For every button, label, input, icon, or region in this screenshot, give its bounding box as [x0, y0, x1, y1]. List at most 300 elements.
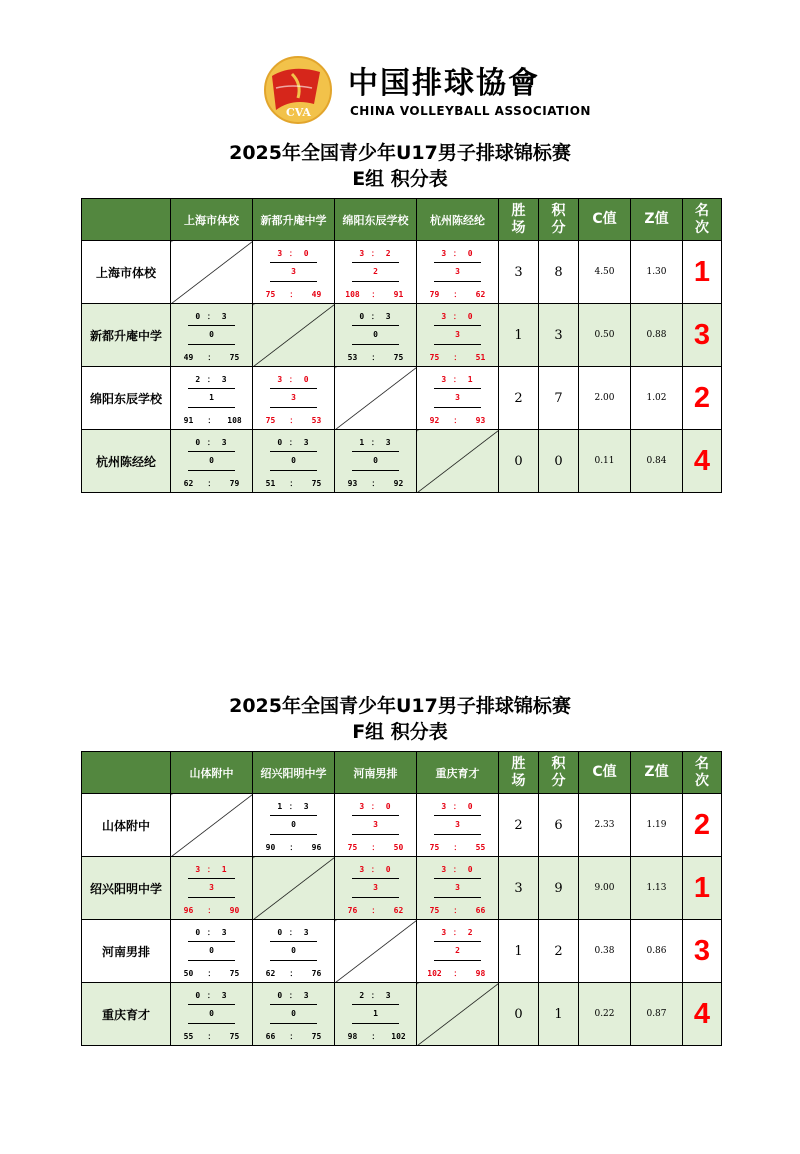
match-result-cell: [253, 983, 335, 1046]
divider: [188, 897, 235, 898]
set-score: 3 ： 0: [441, 249, 474, 258]
total-points-opponent: 93: [475, 416, 486, 425]
total-points-opponent: 92: [393, 479, 404, 488]
set-score: 3 ： 2: [441, 928, 474, 937]
match-score: [335, 857, 416, 919]
team-name: 河南男排: [82, 920, 171, 983]
set-score: 1 ： 3: [277, 802, 310, 811]
total-points: [171, 478, 252, 489]
match-result-cell: [171, 367, 253, 430]
match-points: 0: [209, 456, 214, 465]
standings-row: [82, 920, 722, 983]
set-score: 3 ： 0: [441, 312, 474, 321]
match-score: [253, 367, 334, 429]
match-score: [335, 794, 416, 856]
z-value: 0.84: [631, 430, 683, 493]
total-points: [171, 352, 252, 363]
set-score: 3 ： 1: [195, 865, 228, 874]
match-score: [417, 304, 498, 366]
divider: [352, 325, 399, 326]
divider: [270, 834, 317, 835]
divider: [434, 325, 481, 326]
match-result-cell: [335, 794, 417, 857]
rank-value: 2: [683, 367, 722, 430]
divider: [270, 1004, 317, 1005]
points-header-text: 积分: [551, 755, 566, 789]
divider: [352, 834, 399, 835]
team-column-header: 绍兴阳明中学: [253, 752, 335, 794]
group-f-subtitle: F组 积分表: [352, 721, 448, 743]
total-points: [335, 905, 416, 916]
rank-value: 2: [683, 794, 722, 857]
team-name: 新都升庵中学: [82, 304, 171, 367]
divider: [434, 960, 481, 961]
standings-row: [82, 304, 722, 367]
c-value: 0.50: [579, 304, 631, 367]
match-result-cell: [171, 857, 253, 920]
total-separator: ：: [289, 416, 298, 425]
match-score: [171, 983, 252, 1045]
rank-value: 4: [683, 430, 722, 493]
match-result-cell: [253, 241, 335, 304]
set-score: 0 ： 3: [359, 312, 392, 321]
set-score: 0 ： 3: [277, 438, 310, 447]
divider: [434, 407, 481, 408]
total-points: [335, 1031, 416, 1042]
total-separator: ：: [207, 353, 216, 362]
divider: [270, 470, 317, 471]
standings-row: [82, 430, 722, 493]
divider: [352, 281, 399, 282]
total-points: [253, 968, 334, 979]
set-score: 0 ： 3: [277, 991, 310, 1000]
total-points: [335, 842, 416, 853]
c-value: 9.00: [579, 857, 631, 920]
divider: [434, 834, 481, 835]
team-name: 重庆育才: [82, 983, 171, 1046]
total-points-team: 108: [345, 290, 360, 299]
divider: [188, 388, 235, 389]
match-points: 0: [291, 820, 296, 829]
total-points-opponent: 90: [229, 906, 240, 915]
points-value: 6: [539, 794, 579, 857]
set-score: 0 ： 3: [195, 991, 228, 1000]
c-value: 2.33: [579, 794, 631, 857]
wins-header: [499, 199, 539, 241]
total-points-opponent: 51: [475, 353, 486, 362]
cva-logo: [262, 54, 591, 124]
divider: [352, 451, 399, 452]
z-value: 0.88: [631, 304, 683, 367]
match-points: 0: [209, 1009, 214, 1018]
match-result-cell: [335, 430, 417, 493]
total-points-team: 51: [265, 479, 276, 488]
match-points: 3: [373, 883, 378, 892]
rank-value: 4: [683, 983, 722, 1046]
match-result-cell: [171, 983, 253, 1046]
match-score: [335, 304, 416, 366]
wins-header-text: 胜场: [511, 202, 526, 236]
total-points-team: 93: [347, 479, 358, 488]
total-points-opponent: 75: [393, 353, 404, 362]
total-points: [171, 1031, 252, 1042]
match-points: 0: [373, 330, 378, 339]
match-points: 3: [455, 393, 460, 402]
divider: [270, 281, 317, 282]
total-points: [253, 289, 334, 300]
total-points-team: 66: [265, 1032, 276, 1041]
total-points-team: 75: [429, 843, 440, 852]
corner-cell: [82, 199, 171, 241]
match-points: 1: [373, 1009, 378, 1018]
self-match-diagonal: [335, 367, 417, 430]
c-value: 0.38: [579, 920, 631, 983]
team-name: 上海市体校: [82, 241, 171, 304]
set-score: 3 ： 0: [359, 865, 392, 874]
total-points: [335, 289, 416, 300]
z-value: 0.86: [631, 920, 683, 983]
total-points-team: 102: [427, 969, 442, 978]
set-score: 0 ： 3: [195, 438, 228, 447]
total-separator: ：: [207, 479, 216, 488]
total-points: [417, 352, 498, 363]
match-points: 0: [291, 946, 296, 955]
match-result-cell: [417, 920, 499, 983]
set-score: 3 ： 0: [277, 249, 310, 258]
match-score: [171, 367, 252, 429]
total-points: [417, 968, 498, 979]
set-score: 3 ： 2: [359, 249, 392, 258]
divider: [188, 344, 235, 345]
match-result-cell: [253, 367, 335, 430]
total-separator: ：: [207, 416, 216, 425]
total-points-opponent: 50: [393, 843, 404, 852]
points-header: [539, 199, 579, 241]
header-row: [82, 199, 722, 241]
standings-row: [82, 794, 722, 857]
match-result-cell: [417, 367, 499, 430]
total-points-team: 90: [265, 843, 276, 852]
divider: [188, 451, 235, 452]
match-points: 3: [291, 393, 296, 402]
total-points-opponent: 66: [475, 906, 486, 915]
total-points-opponent: 96: [311, 843, 322, 852]
points-value: 3: [539, 304, 579, 367]
rank-header-text: 名次: [695, 755, 709, 789]
total-points-opponent: 75: [229, 353, 240, 362]
total-separator: ：: [207, 906, 216, 915]
group-e-subtitle: E组 积分表: [352, 168, 448, 190]
match-score: [171, 920, 252, 982]
divider: [188, 325, 235, 326]
c-value-header: [579, 199, 631, 241]
total-points: [417, 842, 498, 853]
match-points: 3: [291, 267, 296, 276]
match-score: [253, 920, 334, 982]
z-value-header-text: Z值: [644, 211, 669, 227]
total-points: [253, 478, 334, 489]
match-result-cell: [417, 241, 499, 304]
self-match-diagonal: [253, 857, 335, 920]
z-value-header-text: Z值: [644, 764, 669, 780]
total-points: [335, 478, 416, 489]
total-separator: ：: [289, 290, 298, 299]
total-points-opponent: 102: [391, 1032, 406, 1041]
wins-value: 3: [499, 241, 539, 304]
match-score: [171, 304, 252, 366]
divider: [352, 344, 399, 345]
total-separator: ：: [453, 843, 462, 852]
group-e-standings-table: [81, 198, 722, 493]
set-score: 1 ： 3: [359, 438, 392, 447]
total-points: [171, 968, 252, 979]
match-score: [335, 241, 416, 303]
total-separator: ：: [207, 969, 216, 978]
total-separator: ：: [289, 479, 298, 488]
divider: [434, 281, 481, 282]
total-points-team: 49: [183, 353, 194, 362]
match-score: [417, 367, 498, 429]
team-column-header: 绵阳东辰学校: [335, 199, 417, 241]
logo-en-text: CHINA VOLLEYBALL ASSOCIATION: [350, 104, 591, 118]
c-value-header-text: C值: [592, 764, 617, 780]
total-points: [417, 289, 498, 300]
match-points: 2: [455, 946, 460, 955]
wins-header-text: 胜场: [511, 755, 526, 789]
self-match-diagonal: [417, 430, 499, 493]
total-points-team: 98: [347, 1032, 358, 1041]
total-points-team: 75: [265, 290, 276, 299]
match-result-cell: [335, 241, 417, 304]
match-points: 0: [209, 330, 214, 339]
rank-value: 3: [683, 304, 722, 367]
total-separator: ：: [371, 906, 380, 915]
divider: [270, 451, 317, 452]
rank-header: [683, 752, 722, 794]
rank-header-text: 名次: [695, 202, 709, 236]
c-value: 0.22: [579, 983, 631, 1046]
group-f-title: 2025年全国青少年U17男子排球锦标赛: [229, 695, 571, 717]
total-points: [253, 1031, 334, 1042]
total-points-opponent: 62: [393, 906, 404, 915]
points-value: 8: [539, 241, 579, 304]
set-score: 0 ： 3: [195, 312, 228, 321]
self-match-diagonal: [335, 920, 417, 983]
divider: [270, 960, 317, 961]
self-match-diagonal: [171, 794, 253, 857]
total-separator: ：: [371, 1032, 380, 1041]
divider: [434, 897, 481, 898]
total-points-team: 75: [429, 906, 440, 915]
z-value: 1.30: [631, 241, 683, 304]
match-score: [335, 430, 416, 492]
divider: [434, 388, 481, 389]
set-score: 3 ： 0: [441, 865, 474, 874]
divider: [188, 878, 235, 879]
wins-value: 2: [499, 794, 539, 857]
divider: [352, 262, 399, 263]
corner-cell: [82, 752, 171, 794]
z-value: 1.02: [631, 367, 683, 430]
points-header: [539, 752, 579, 794]
divider: [434, 941, 481, 942]
total-points-opponent: 75: [311, 1032, 322, 1041]
divider: [352, 1004, 399, 1005]
team-column-header: 河南男排: [335, 752, 417, 794]
team-name: 绵阳东辰学校: [82, 367, 171, 430]
match-score: [417, 794, 498, 856]
match-result-cell: [253, 920, 335, 983]
z-value: 1.13: [631, 857, 683, 920]
divider: [188, 960, 235, 961]
match-result-cell: [171, 920, 253, 983]
total-points-team: 75: [347, 843, 358, 852]
total-separator: ：: [371, 290, 380, 299]
divider: [352, 470, 399, 471]
total-separator: ：: [453, 353, 462, 362]
total-points: [171, 905, 252, 916]
standings-row: [82, 983, 722, 1046]
total-points-team: 50: [183, 969, 194, 978]
divider: [188, 941, 235, 942]
points-header-text: 积分: [551, 202, 566, 236]
match-points: 0: [373, 456, 378, 465]
points-value: 1: [539, 983, 579, 1046]
match-score: [171, 857, 252, 919]
match-points: 3: [455, 267, 460, 276]
match-points: 3: [209, 883, 214, 892]
match-result-cell: [335, 857, 417, 920]
c-value-header-text: C值: [592, 211, 617, 227]
divider: [188, 1004, 235, 1005]
total-separator: ：: [289, 1032, 298, 1041]
divider: [352, 897, 399, 898]
divider: [270, 815, 317, 816]
match-result-cell: [417, 304, 499, 367]
team-name: 绍兴阳明中学: [82, 857, 171, 920]
logo-badge: CVA: [286, 106, 311, 119]
self-match-diagonal: [253, 304, 335, 367]
match-score: [417, 241, 498, 303]
total-points-team: 91: [183, 416, 194, 425]
points-value: 7: [539, 367, 579, 430]
team-name: 山体附中: [82, 794, 171, 857]
divider: [352, 815, 399, 816]
total-points: [417, 415, 498, 426]
total-points-team: 96: [183, 906, 194, 915]
c-value: 0.11: [579, 430, 631, 493]
total-points-team: 75: [429, 353, 440, 362]
team-column-header: 重庆育才: [417, 752, 499, 794]
match-result-cell: [253, 794, 335, 857]
standings-row: [82, 241, 722, 304]
total-points-team: 75: [265, 416, 276, 425]
z-value: 0.87: [631, 983, 683, 1046]
wins-value: 0: [499, 983, 539, 1046]
total-points-opponent: 76: [311, 969, 322, 978]
set-score: 2 ： 3: [359, 991, 392, 1000]
divider: [188, 470, 235, 471]
total-points-opponent: 75: [229, 1032, 240, 1041]
match-points: 0: [291, 1009, 296, 1018]
match-result-cell: [171, 304, 253, 367]
match-score: [335, 983, 416, 1045]
total-points-team: 79: [429, 290, 440, 299]
match-score: [417, 920, 498, 982]
total-points-opponent: 62: [475, 290, 486, 299]
total-separator: ：: [289, 969, 298, 978]
group-f-standings-table: [81, 751, 722, 1046]
divider: [270, 407, 317, 408]
match-points: 3: [373, 820, 378, 829]
rank-value: 1: [683, 241, 722, 304]
total-separator: ：: [289, 843, 298, 852]
total-points: [253, 415, 334, 426]
divider: [188, 1023, 235, 1024]
z-value-header: [631, 199, 683, 241]
divider: [270, 1023, 317, 1024]
set-score: 3 ： 0: [441, 802, 474, 811]
match-result-cell: [417, 857, 499, 920]
total-points-team: 92: [429, 416, 440, 425]
logo-cn-text: 中国排球協會: [348, 66, 540, 101]
total-points-opponent: 53: [311, 416, 322, 425]
match-points: 3: [455, 883, 460, 892]
c-value: 2.00: [579, 367, 631, 430]
self-match-diagonal: [417, 983, 499, 1046]
team-column-header: 新都升庵中学: [253, 199, 335, 241]
match-result-cell: [171, 430, 253, 493]
points-value: 2: [539, 920, 579, 983]
match-result-cell: [253, 430, 335, 493]
wins-value: 2: [499, 367, 539, 430]
total-points-opponent: 55: [475, 843, 486, 852]
set-score: 3 ： 0: [359, 802, 392, 811]
group-e-title: 2025年全国青少年U17男子排球锦标赛: [229, 142, 571, 164]
match-points: 3: [455, 820, 460, 829]
divider: [352, 1023, 399, 1024]
total-separator: ：: [453, 290, 462, 299]
total-separator: ：: [371, 479, 380, 488]
volleyball-logo-icon: [262, 54, 334, 126]
total-points-opponent: 75: [311, 479, 322, 488]
wins-value: 1: [499, 920, 539, 983]
total-points: [417, 905, 498, 916]
rank-value: 3: [683, 920, 722, 983]
total-points-team: 62: [183, 479, 194, 488]
points-value: 0: [539, 430, 579, 493]
match-points: 2: [373, 267, 378, 276]
header-row: [82, 752, 722, 794]
team-column-header: 山体附中: [171, 752, 253, 794]
total-separator: ：: [207, 1032, 216, 1041]
total-points: [335, 352, 416, 363]
total-points-opponent: 75: [229, 969, 240, 978]
total-points-team: 55: [183, 1032, 194, 1041]
total-separator: ：: [371, 353, 380, 362]
rank-header: [683, 199, 722, 241]
rank-value: 1: [683, 857, 722, 920]
match-points: 1: [209, 393, 214, 402]
match-points: 0: [209, 946, 214, 955]
set-score: 0 ： 3: [277, 928, 310, 937]
divider: [434, 815, 481, 816]
total-points: [171, 415, 252, 426]
match-result-cell: [417, 794, 499, 857]
match-points: 0: [291, 456, 296, 465]
total-points-opponent: 98: [475, 969, 486, 978]
points-value: 9: [539, 857, 579, 920]
